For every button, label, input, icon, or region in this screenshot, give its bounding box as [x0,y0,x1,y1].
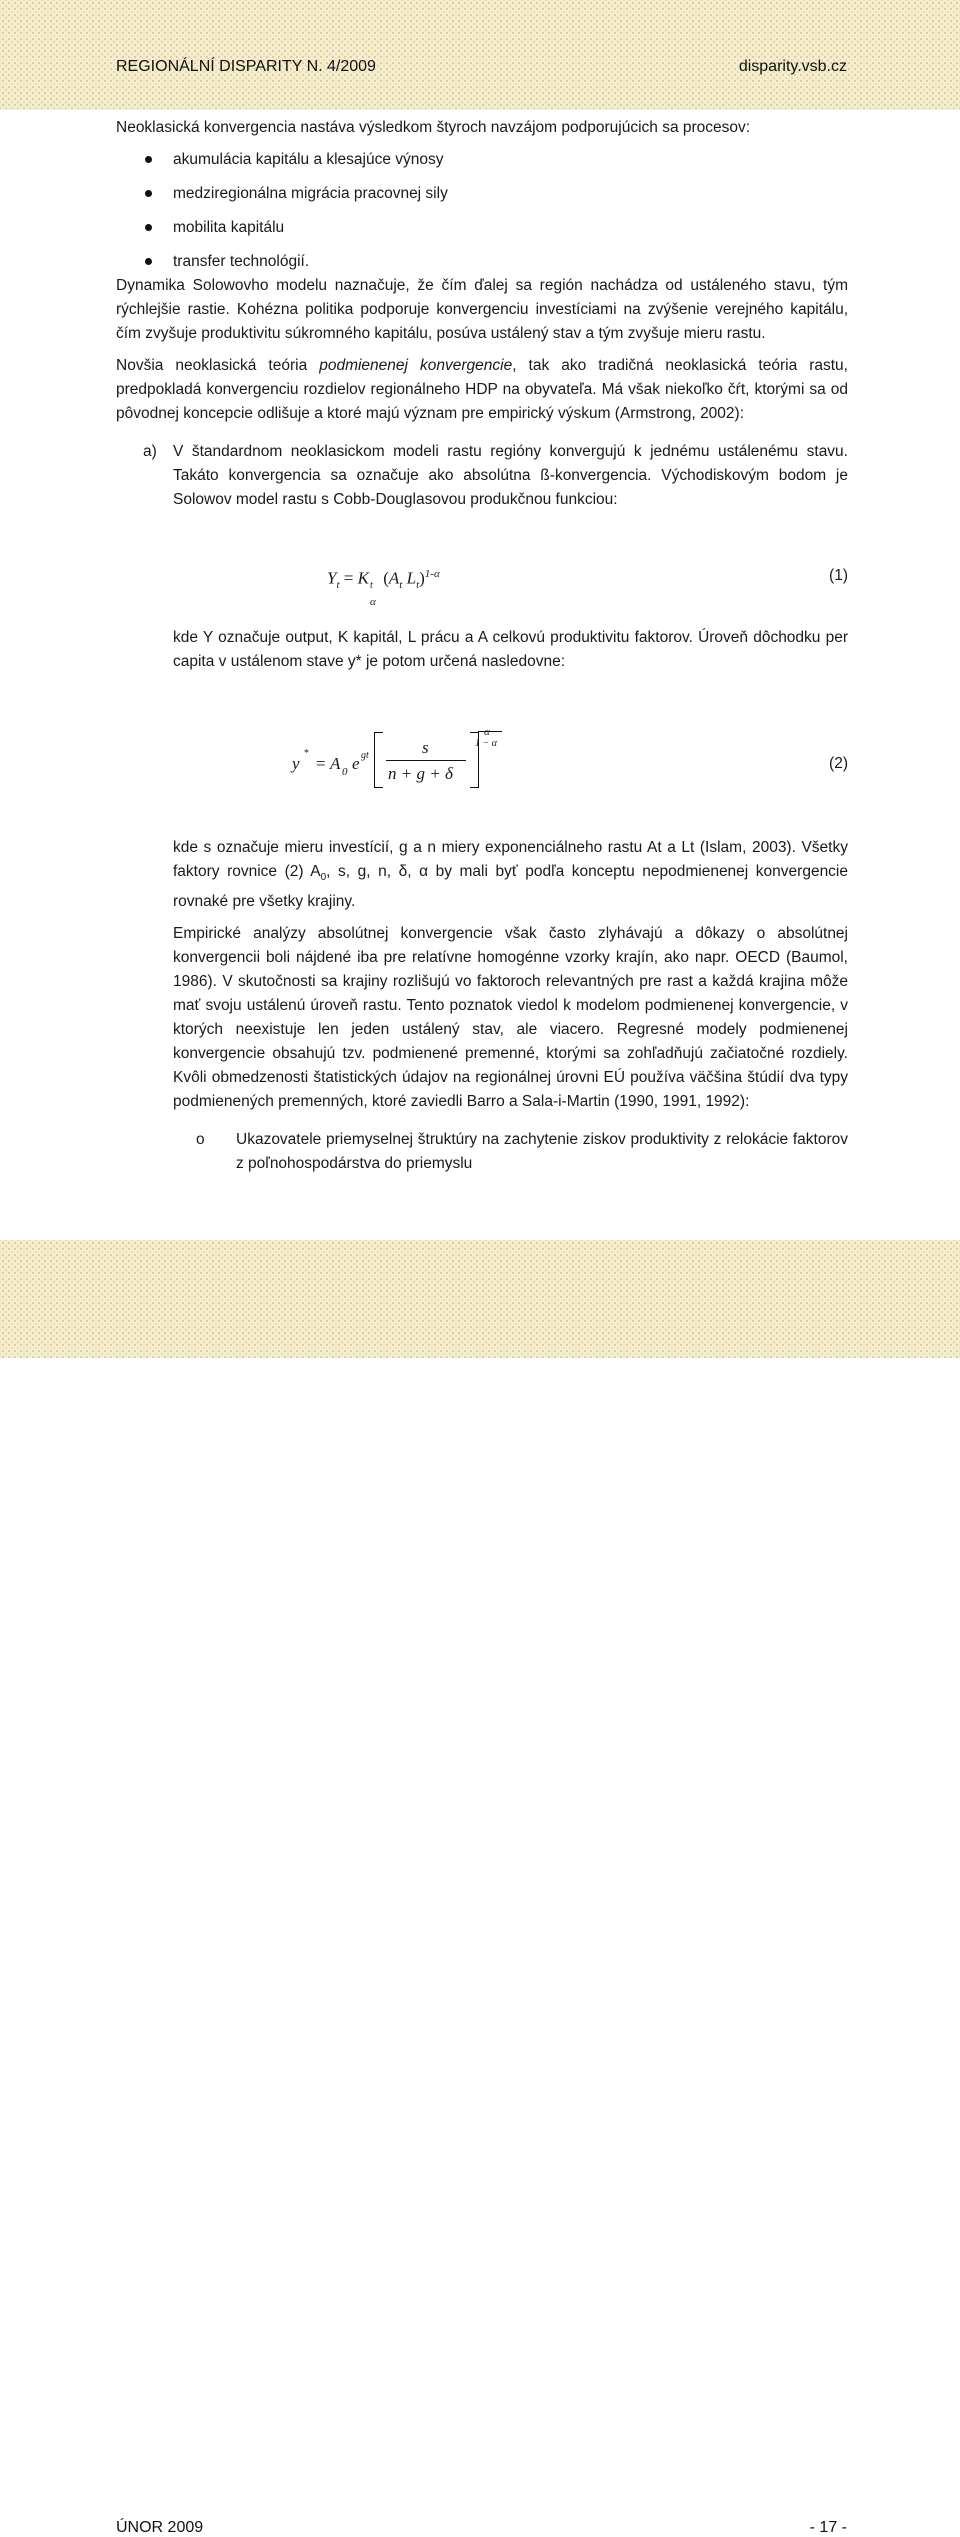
paragraph-conditional-convergence: Novšia neoklasická teória podmienenej konvergencie, tak ako tradičná neoklasická teória rastu, predpokladá konvergenciu rozdielov regionálneho HDP na obyvateľa. Má však niekoľko čŕt, ktorými sa od pôvodnej koncepcie odlišuje a ktoré majú význam pre empirický výskum (Armstrong, 2002): [116,357,848,422]
item-a-marker: a) [143,443,157,460]
left-bracket [374,732,383,788]
sub-list-marker: o [196,1131,205,1149]
paragraph-solow-dynamics: Dynamika Solowovho modelu naznačuje, že čím ďalej sa región nachádza od ustáleného stavu, tým rýchlejšie rastie. Kohézna politika podporuje konvergenciu investíciami na zvýšenie verejného kapitálu, čím zvyšuje produktivitu súkromného kapitálu, posúva ustálený stav a tým zvyšuje mieru rastu. [116,277,848,342]
paragraph-steady-state: kde s označuje mieru investícií, g a n miery exponenciálneho rastu At a Lt (Islam, 2003). Všetky faktory rovnice (2) $A_0$, s, g, n, δ, α by mali byť podľa konceptu nepodmienenej konvergencie rovnaké pre všetky krajiny. [173,839,848,911]
issue-date: ÚNOR 2009 [116,2519,204,2536]
equation-number: (1) [829,567,848,584]
page-body [116,116,848,1176]
item-a-text: V štandardnom neoklasickom modeli rastu regióny konvergujú k jednému ustálenému stavu. Takáto konvergencia sa označuje ako absolútna ß-konvergencia. Východiskovým bodom je Solowov model rastu s Cobb-Douglasovou produkčnou funkciou: [173,443,848,508]
list-item: akumulácia kapitálu a klesajúce výnosy [116,148,848,182]
process-list [116,148,848,284]
fraction-bar [386,760,466,761]
list-item: mobilita kapitálu [116,216,848,250]
footer-band [0,1240,960,2536]
page-number: - 17 - [809,2519,847,2536]
bullet-icon [145,156,152,163]
bullet-icon [145,190,152,197]
equation-1: $Y_t = K$ t α ($A_t$ $L_t)^{1-\alpha}$ (1) [116,512,848,604]
equation-2: y * = A 0 e gt s n + g + δ α 1 − α (2) [116,674,848,824]
intro-paragraph: Neoklasická konvergencia nastáva výsledkom štyroch navzájom podporujúcich sa procesov: [116,119,751,136]
journal-website[interactable]: disparity.vsb.cz [738,58,847,75]
header-band [0,0,960,110]
item-a [116,440,848,512]
journal-title: REGIONÁLNÍ DISPARITY N. 4/2009 [116,58,376,75]
list-item: medziregionálna migrácia pracovnej sily [116,182,848,216]
paragraph-variables: kde Y označuje output, K kapitál, L prácu a A celkovú produktivitu faktorov. Úroveň dôchodku per capita v ustálenom stave y* je potom určená nasledovne: [173,629,848,670]
list-item: transfer technológií. [116,250,848,284]
bullet-icon [145,224,152,231]
bullet-icon [145,258,152,265]
paragraph-empirical: Empirické analýzy absolútnej konvergencie však často zlyhávajú a dôkazy o absolútnej konvergencii boli nájdené iba pre relatívne homogénne vzorky krajín, ako napr. OECD (Baumol, 1986). V skutočnosti sa krajiny rozlišujú vo faktoroch relevantných pre rast a každá krajina môže mať svoju ustálenú úroveň rastu. Tento poznatok viedol k modelom podmienenej konvergencie, v ktorých neexistuje len jeden ustálený stav, ale viacero. Regresné modely podmienenej konvergencie obsahujú tzv. podmienené premenné, ktorými sa zohľadňujú začiatočné rozdiely. Kvôli obmedzenosti štatistických údajov na regionálnej úrovni EÚ používa väčšina štúdií dva typy podmienených premenných, ktoré zaviedli Barro a Sala-i-Martin (1990, 1991, 1992): [173,925,848,1111]
sub-list-item: o Ukazovatele priemyselnej štruktúry na zachytenie ziskov produktivity z relokácie faktorov z poľnohospodárstva do priemyslu [116,1128,848,1176]
equation-number: (2) [829,755,848,772]
